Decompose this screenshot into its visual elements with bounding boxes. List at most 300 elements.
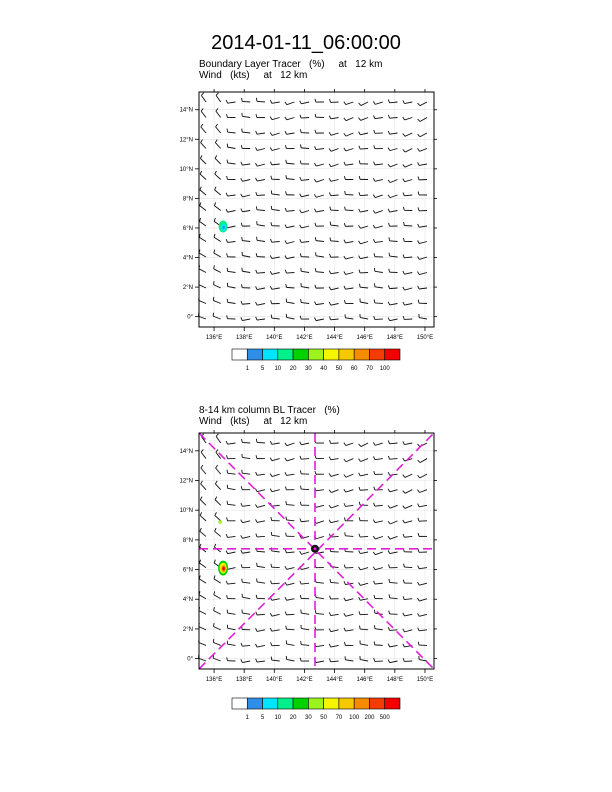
wind-barb-flag [418,207,419,210]
wind-barb-staff [301,489,309,490]
wind-barb-flag [216,93,218,96]
wind-barb-staff [345,630,353,631]
wind-barb-staff [346,102,354,105]
wind-barb-staff [375,242,383,243]
wind-barb-staff [199,611,206,615]
wind-barb-flag [256,644,258,647]
wind-barb-flag [270,474,272,477]
wind-barb-flag [329,116,330,119]
wind-barb-flag [242,439,243,442]
wind-barb-staff [199,563,206,568]
colorbar-label: 70 [366,366,373,372]
wind-barb-flag [286,175,287,178]
wind-barb-flag [388,302,390,305]
wind-barb-staff [199,642,206,645]
wind-barb-flag [388,489,390,492]
lon-tick-label: 140°E [266,335,283,341]
wind-barb-staff [216,95,221,102]
wind-barb-flag [256,192,257,195]
wind-barb-staff [419,164,427,165]
lat-tick-label: 0° [187,314,193,321]
wind-barb-staff [316,211,324,212]
wind-barb-flag [388,536,390,539]
wind-barb-staff [228,211,236,213]
panel-1-title-line2: Wind (kts) at 12 km [199,70,308,81]
wind-barb-staff [419,568,427,569]
wind-barb-flag [255,489,257,492]
wind-barb-flag [344,613,346,616]
wind-barb-flag [418,504,420,507]
wind-barb-flag [200,187,201,190]
wind-barb-staff [301,583,309,584]
wind-barb-flag [256,534,257,537]
wind-barb-flag [403,644,405,647]
wind-barb-flag [403,506,405,509]
wind-barb-staff [405,521,413,523]
wind-barb-flag [270,458,272,461]
wind-barb-flag [403,491,405,494]
colorbar-label: 20 [289,366,297,372]
tracer-area [222,226,224,229]
wind-barb-flag [314,194,316,197]
wind-barb-staff [419,149,427,152]
wind-barb-flag [388,505,390,508]
wind-barb-flag [256,455,257,458]
wind-barb-staff [390,241,398,242]
wind-barb-flag [226,100,227,103]
wind-barb-flag [285,458,287,461]
wind-barb-flag [214,202,215,205]
wind-barb-flag [359,459,361,462]
wind-barb-staff [272,149,280,151]
wind-barb-flag [200,528,201,531]
wind-barb-staff [199,595,206,599]
wind-barb-flag [256,519,258,522]
wind-barb-staff [272,583,280,584]
lat-tick-label: 4°N [182,255,193,262]
wind-barb-staff [419,614,427,616]
wind-barb-staff [257,645,265,647]
wind-barb-flag [215,187,216,190]
wind-barb-flag [418,613,420,616]
wind-barb-staff [286,179,294,180]
colorbar-label: 1 [245,366,249,372]
colorbar-label: 5 [260,715,265,721]
wind-barb-flag [374,253,375,256]
wind-barb-staff [316,149,324,150]
wind-barb-staff [242,442,250,443]
wind-barb-flag [286,501,287,504]
wind-barb-flag [315,146,316,149]
wind-barb-staff [242,180,250,182]
wind-barb-flag [389,269,390,272]
wind-barb-staff [257,490,265,492]
wind-barb-staff [390,505,397,508]
wind-barb-flag [315,223,316,226]
wind-barb-staff [287,474,295,475]
wind-barb-staff [405,288,413,290]
wind-barb-flag [359,517,360,520]
colorbar-label: 60 [350,366,358,372]
wind-barb-staff [316,536,324,538]
wind-barb-staff [242,211,250,212]
wind-barb-flag [403,458,405,461]
wind-barb-staff [405,505,412,508]
wind-barb-staff [257,101,265,102]
wind-barb-flag [300,225,302,228]
wind-barb-flag [373,552,375,555]
wind-barb-flag [344,286,345,289]
wind-barb-flag [330,99,331,102]
wind-barb-flag [388,456,389,459]
wind-barb-flag [359,444,361,447]
wind-barb-staff [242,645,250,646]
wind-barb-staff [228,102,236,103]
wind-barb-flag [404,564,405,567]
wind-barb-staff [272,614,280,616]
wind-barb-flag [216,124,218,127]
wind-barb-flag [241,301,242,304]
colorbar-label: 100 [379,366,390,372]
wind-barb-flag [241,550,242,553]
wind-barb-flag [300,177,301,180]
panel-2-title-line1: 8-14 km column BL Tracer (%) [199,405,340,416]
wind-barb-staff [390,180,397,183]
colorbar-1 [232,349,400,372]
wind-barb-flag [199,560,200,563]
wind-barb-staff [286,614,294,615]
wind-barb-staff [346,474,353,477]
lat-tick-label: 10°N [179,508,193,515]
wind-barb-staff [287,302,295,303]
wind-barb-flag [256,595,257,598]
wind-barb-flag [388,472,389,475]
wind-barb-flag [270,239,271,242]
wind-barb-staff [242,552,250,553]
wind-barb-staff [375,552,383,555]
wind-barb-flag [200,544,201,547]
wind-barb-flag [271,315,272,318]
wind-barb-flag [418,162,420,165]
wind-barb-staff [199,285,206,288]
wind-barb-staff [272,242,280,243]
wind-barb-flag [388,627,389,630]
wind-barb-staff [404,443,412,445]
colorbar-swatch [385,698,400,709]
colorbar-swatch [293,698,308,709]
wind-barb-flag [286,517,287,520]
wind-barb-flag [256,178,258,181]
wind-barb-flag [418,518,419,521]
wind-barb-staff [360,133,368,135]
wind-barb-staff [272,551,280,552]
wind-barb-flag [344,176,345,179]
wind-barb-flag [215,512,217,515]
wind-barb-flag [374,115,375,118]
wind-barb-staff [405,133,412,136]
wind-barb-staff [286,211,294,212]
lat-tick-label: 6°N [182,567,193,574]
wind-barb-flag [359,176,360,179]
map-panel-1 [180,89,437,341]
wind-barb-flag [285,443,287,446]
wind-barb-flag [256,659,257,662]
lon-tick-label: 150°E [416,335,434,341]
colorbar-label: 30 [305,366,312,372]
wind-barb-flag [344,300,345,303]
wind-barb-flag [344,133,346,136]
wind-barb-staff [360,149,368,150]
wind-barb-staff [242,613,250,614]
wind-barb-flag [329,520,331,523]
wind-barb-flag [315,610,316,613]
wind-barb-staff [360,490,368,491]
wind-barb-flag [315,471,316,474]
colorbar-label: 50 [320,715,327,721]
colorbar-swatch [263,698,278,709]
wind-barb-flag [359,132,361,135]
wind-barb-staff [200,206,206,211]
wind-barb-flag [329,612,330,615]
wind-barb-staff [215,158,221,164]
wind-barb-flag [241,223,242,226]
wind-barb-flag [359,611,360,614]
wind-barb-flag [345,532,346,535]
wind-barb-staff [346,459,353,462]
wind-barb-staff [301,613,309,614]
wind-barb-staff [215,531,221,536]
wind-barb-staff [316,180,324,183]
wind-barb-flag [389,564,390,567]
wind-barb-staff [228,644,236,645]
wind-barb-staff [390,630,398,631]
colorbar-swatch [278,349,293,360]
wind-barb-flag [344,102,346,105]
wind-barb-staff [199,579,206,583]
colorbar-label: 10 [274,715,282,721]
wind-barb-flag [199,218,200,221]
wind-barb-staff [272,660,280,661]
wind-barb-flag [300,595,301,598]
lat-tick-label: 0° [187,656,193,663]
lat-tick-label: 14°N [179,448,193,455]
wind-barb-flag [241,317,243,320]
wind-barb-flag [388,644,390,647]
wind-barb-staff [228,504,236,505]
wind-barb-staff [287,102,295,105]
wind-barb-staff [375,443,383,445]
wind-barb-flag [215,481,217,484]
panel-1-title-line1: Boundary Layer Tracer (%) at 12 km [199,59,383,70]
wind-barb-staff [375,505,383,506]
wind-barb-staff [375,211,383,214]
wind-barb-flag [256,131,257,134]
wind-barb-staff [419,660,427,661]
wind-barb-staff [272,459,280,461]
wind-barb-flag [300,210,302,213]
colorbar-swatch [232,698,247,709]
wind-barb-staff [301,443,309,445]
wind-barb-flag [215,140,217,143]
wind-barb-staff [360,583,368,585]
wind-barb-staff [420,133,427,137]
wind-barb-flag [403,134,405,137]
wind-barb-staff [257,630,265,632]
wind-barb-staff [360,195,368,196]
wind-barb-flag [403,520,405,523]
lon-tick-label: 138°E [235,677,253,683]
tracer-area [222,567,224,571]
wind-barb-staff [331,241,339,242]
wind-barb-flag [242,129,243,132]
wind-barb-flag [329,644,331,647]
wind-barb-staff [272,194,280,195]
wind-barb-flag [329,178,331,181]
wind-barb-flag [270,489,272,492]
wind-barb-flag [418,177,419,180]
wind-barb-flag [388,550,390,553]
wind-barb-staff [405,180,413,182]
wind-barb-staff [301,552,309,554]
wind-barb-staff [242,521,250,523]
wind-barb-staff [301,271,309,272]
wind-barb-flag [403,164,405,167]
wind-barb-flag [344,475,346,478]
wind-barb-staff [214,206,220,211]
wind-barb-flag [330,254,331,257]
colorbar-swatch [308,698,323,709]
wind-barb-flag [359,103,361,106]
wind-barb-flag [417,490,419,493]
wind-barb-staff [375,195,383,198]
wind-barb-flag [389,223,390,226]
wind-barb-staff [272,630,280,631]
colorbar-swatch [354,698,369,709]
wind-barb-flag [403,534,404,537]
wind-barb-flag [256,472,257,475]
wind-barb-flag [345,191,346,194]
wind-barb-staff [242,304,250,305]
wind-barb-flag [389,594,390,597]
wind-barb-flag [256,206,257,209]
wind-barb-flag [315,237,316,240]
wind-barb-flag [314,163,316,166]
wind-barb-flag [403,271,405,274]
wind-barb-flag [285,131,286,134]
wind-barb-flag [344,223,345,226]
wind-barb-staff [419,226,427,227]
wind-barb-staff [215,515,221,520]
wind-barb-staff [361,459,368,462]
wind-barb-flag [344,271,346,274]
wind-barb-flag [315,114,316,117]
wind-barb-flag [403,613,405,616]
wind-barb-flag [286,191,287,194]
wind-barb-flag [359,534,360,537]
wind-barb-flag [285,612,286,615]
wind-barb-staff [272,273,280,275]
wind-barb-flag [271,642,272,645]
wind-barb-flag [374,162,375,165]
wind-barb-staff [272,474,280,476]
wind-barb-flag [329,490,331,493]
wind-barb-flag [227,176,228,179]
colorbar-label: 40 [320,366,327,372]
wind-barb-flag [418,119,420,121]
wind-barb-flag [270,613,272,616]
wind-barb-flag [300,161,301,164]
wind-barb-staff [228,226,236,228]
wind-barb-staff [390,118,398,119]
colorbar-swatch [278,698,293,709]
wind-barb-staff [286,520,294,521]
wind-barb-flag [389,611,390,614]
colorbar-swatch [324,698,339,709]
wind-barb-flag [241,486,242,489]
wind-barb-flag [215,171,217,174]
lon-tick-label: 138°E [235,335,253,341]
wind-barb-staff [345,194,353,195]
wind-barb-flag [256,612,257,615]
lat-tick-label: 12°N [179,478,193,485]
wind-barb-flag [373,178,375,181]
wind-barb-staff [390,319,398,321]
wind-barb-flag [388,660,390,663]
wind-barb-staff [201,468,206,474]
wind-barb-staff [316,521,324,524]
wind-barb-flag [300,658,301,661]
wind-barb-flag [374,503,375,506]
wind-barb-staff [331,319,339,320]
wind-barb-staff [375,271,383,272]
wind-barb-staff [419,242,427,244]
wind-barb-flag [301,144,302,147]
wind-barb-staff [215,484,220,490]
wind-barb-flag [373,225,375,228]
wind-barb-flag [227,657,228,660]
wind-barb-flag [374,581,375,584]
wind-barb-flag [271,517,272,520]
wind-barb-flag [344,642,345,645]
wind-barb-staff [287,317,295,319]
wind-barb-staff [272,505,280,506]
wind-barb-flag [344,628,345,631]
wind-barb-flag [285,102,287,105]
wind-barb-flag [403,207,404,210]
wind-barb-staff [228,552,236,554]
wind-barb-staff [346,118,353,121]
wind-barb-flag [201,93,203,96]
wind-barb-staff [331,273,339,274]
wind-barb-flag [226,193,227,196]
wind-barb-staff [257,505,265,507]
lon-tick-label: 142°E [296,335,313,341]
wind-barb-flag [344,489,346,492]
wind-barb-staff [214,595,221,599]
wind-barb-staff [272,443,280,444]
wind-barb-staff [257,210,265,211]
wind-barb-staff [375,164,383,165]
wind-barb-flag [388,209,390,212]
wind-barb-staff [390,536,398,539]
wind-barb-flag [216,465,218,468]
wind-barb-flag [226,534,227,537]
lon-tick-label: 146°E [356,335,373,341]
wind-barb-flag [388,318,390,321]
colorbar-swatch [247,349,262,360]
wind-barb-staff [201,143,206,149]
wind-barb-flag [271,657,272,660]
